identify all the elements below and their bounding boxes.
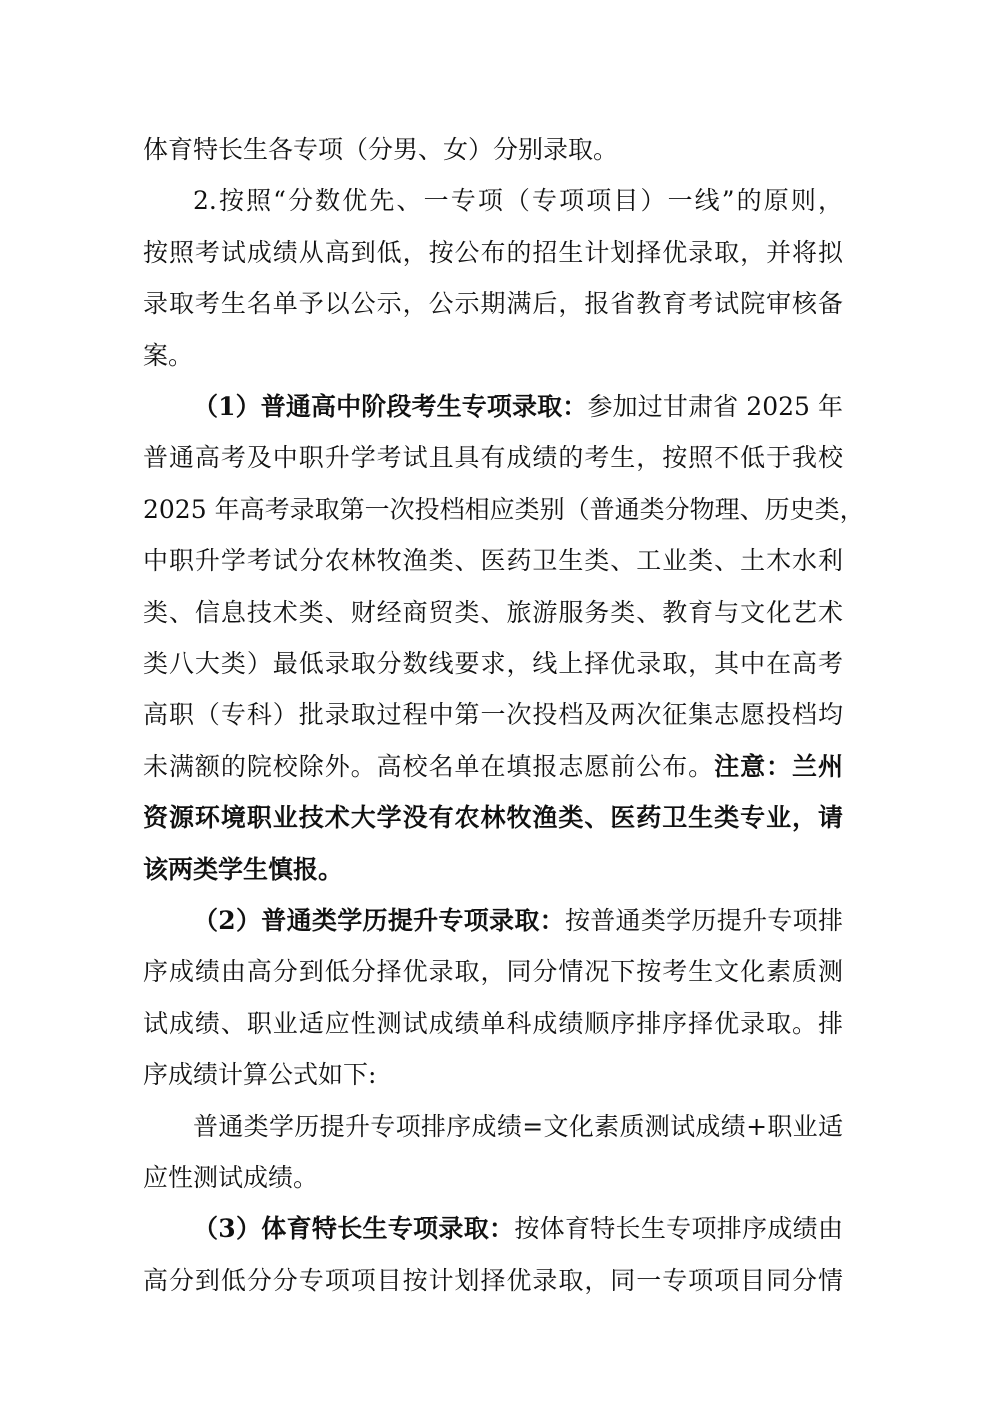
- text-row: [143, 850, 843, 890]
- text-row: [143, 233, 843, 273]
- text-segment: 体育特长生各专项（分男、女）分别录取。: [143, 135, 619, 164]
- text-row: [143, 490, 865, 530]
- bold-text-segment: 注意：兰州: [714, 751, 843, 781]
- text-line-1: [143, 130, 843, 170]
- text-row: [143, 1158, 843, 1198]
- text-row: [143, 336, 843, 376]
- text-line-9: [143, 541, 843, 581]
- text-line-2: [193, 181, 843, 221]
- text-segment: 应性测试成绩。: [143, 1163, 319, 1192]
- text-row: [143, 1261, 843, 1301]
- text-row: [143, 438, 843, 478]
- text-segment: 普通高考及中职升学考试且具有成绩的考生，按照不低于我校: [143, 443, 843, 473]
- text-line-18: [143, 1004, 843, 1044]
- text-line-6: [193, 387, 843, 427]
- text-segment: 案。: [143, 340, 194, 370]
- text-line-17: [143, 952, 843, 992]
- text-line-3: [143, 233, 843, 273]
- text-segment: 类八大类）最低录取分数线要求，线上择优录取，其中在高考: [143, 649, 843, 678]
- text-segment: 按体育特长生专项排序成绩由: [514, 1214, 843, 1244]
- text-row: [143, 1055, 843, 1095]
- text-segment: 高职（专科）批录取过程中第一次投档及两次征集志愿投档均: [143, 700, 843, 730]
- text-segment: 中职升学考试分农林牧渔类、医药卫生类、工业类、土木水利: [143, 546, 843, 576]
- bold-text-segment: （2）普通类学历提升专项录取：: [193, 906, 565, 935]
- bold-text-segment: （3）体育特长生专项录取：: [193, 1214, 515, 1244]
- text-line-21: [143, 1158, 843, 1198]
- text-segment: 2.按照“分数优先、一专项（专项项目）一线”的原则，: [193, 186, 843, 216]
- text-segment: 高分到低分分专项项目按计划择优录取，同一专项项目同分情: [143, 1265, 843, 1295]
- text-row: [193, 387, 843, 427]
- text-line-14: [143, 798, 843, 838]
- text-line-23: [143, 1261, 843, 1301]
- text-line-7: [143, 438, 843, 478]
- text-row: [193, 181, 843, 221]
- text-row: [143, 644, 843, 684]
- text-line-12: [143, 695, 843, 735]
- text-line-8: [143, 490, 865, 530]
- text-segment: 试成绩、职业适应性测试成绩单科成绩顺序排序择优录取。排: [143, 1008, 843, 1038]
- text-line-13: [143, 747, 843, 787]
- text-segment: 类、信息技术类、财经商贸类、旅游服务类、教育与文化艺术: [143, 597, 843, 627]
- text-row: [143, 952, 843, 992]
- text-line-4: [143, 284, 843, 324]
- text-segment: 2025 年高考录取第一次投档相应类别（普通类分物理、历史类，: [143, 494, 865, 524]
- text-line-19: [143, 1055, 843, 1095]
- bold-text-segment: （1）普通高中阶段考生专项录取：: [193, 392, 588, 421]
- text-row: [143, 284, 843, 324]
- text-segment: 按普通类学历提升专项排: [564, 906, 843, 935]
- text-row: [143, 593, 843, 633]
- text-segment: 序成绩计算公式如下:: [143, 1060, 377, 1090]
- text-row: [143, 130, 843, 170]
- text-segment: 普通类学历提升专项排序成绩=文化素质测试成绩+职业适: [193, 1111, 843, 1141]
- text-segment: 参加过甘肃省 2025 年: [587, 392, 843, 421]
- text-line-20: [193, 1107, 843, 1147]
- text-line-10: [143, 593, 843, 633]
- text-row: [143, 1004, 843, 1044]
- bold-text-segment: 该两类学生慎报。: [143, 854, 344, 884]
- text-row: [193, 1107, 843, 1147]
- text-line-16: [193, 901, 843, 941]
- text-segment: 未满额的院校除外。高校名单在填报志愿前公布。: [143, 751, 715, 781]
- text-segment: 录取考生名单予以公示，公示期满后，报省教育考试院审核备: [143, 289, 843, 319]
- text-line-11: [143, 644, 843, 684]
- text-row: [143, 747, 843, 787]
- text-row: [143, 695, 843, 735]
- text-line-22: [193, 1209, 843, 1249]
- text-line-15: [143, 850, 843, 890]
- text-segment: 序成绩由高分到低分择优录取，同分情况下按考生文化素质测: [143, 957, 843, 987]
- text-row: [143, 541, 843, 581]
- bold-text-segment: 资源环境职业技术大学没有农林牧渔类、医药卫生类专业，请: [143, 803, 843, 833]
- text-line-5: [143, 336, 843, 376]
- text-row: [143, 798, 843, 838]
- text-row: [193, 1209, 843, 1249]
- text-row: [193, 901, 843, 941]
- text-segment: 按照考试成绩从高到低，按公布的招生计划择优录取，并将拟: [143, 237, 843, 267]
